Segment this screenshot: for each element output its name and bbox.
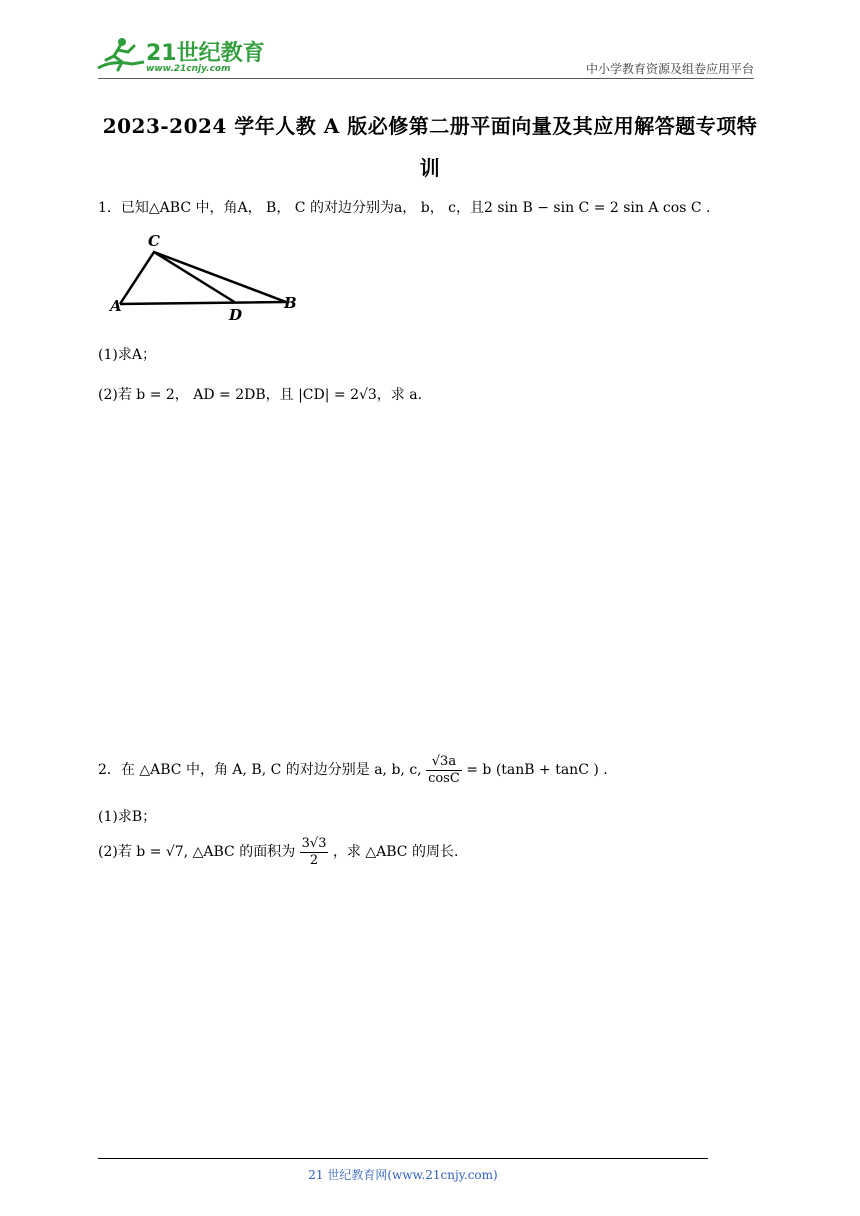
runner-logo-icon xyxy=(92,34,148,78)
label-a: A xyxy=(110,297,122,315)
header-platform-text: 中小学教育资源及组卷应用平台 xyxy=(585,62,754,76)
header-divider xyxy=(98,78,754,79)
area-denominator: 2 xyxy=(309,852,319,868)
fraction-numerator: √3a xyxy=(426,754,462,771)
question-2-stem-suffix: = b (tanB + tanC ) . xyxy=(466,762,608,779)
label-c: C xyxy=(148,232,160,250)
page-title-line2: 训 xyxy=(419,156,441,180)
logo-url: www.21cnjy.com xyxy=(146,64,231,74)
question-2-part2-prefix: (2)若 b = √7, △ABC 的面积为 xyxy=(98,844,296,861)
logo-text: 21世纪教育 xyxy=(146,41,265,66)
question-2-part1: (1)求B； xyxy=(98,809,157,825)
footer-divider xyxy=(98,1158,708,1159)
area-fraction xyxy=(300,836,329,868)
area-numerator: 3√3 xyxy=(301,836,327,851)
question-2-stem xyxy=(98,754,608,786)
page-title-line1: 2023-2024 学年人教 A 版必修第二册平面向量及其应用解答题专项特 xyxy=(102,114,758,138)
question-1-part2: (2)若 b = 2， AD = 2DB，且 |CD| = 2√3，求 a. xyxy=(98,387,423,403)
footer-link[interactable]: 21 世纪教育网(www.21cnjy.com) xyxy=(308,1168,498,1182)
triangle-figure xyxy=(108,230,308,330)
label-b: B xyxy=(284,294,297,312)
question-1-stem: 1．已知△ABC 中，角A， B， C 的对边分别为a， b， c，且2 sin B − sin C = 2 sin A cos C . xyxy=(98,200,711,216)
question-1-part1: (1)求A； xyxy=(98,347,156,363)
triangle-abc xyxy=(120,252,286,304)
question-2-fraction xyxy=(426,754,462,786)
question-2-part2-suffix: ，求 △ABC 的周长. xyxy=(332,844,459,861)
question-2-part2 xyxy=(98,836,458,868)
question-2-stem-prefix: 2．在 △ABC 中，角 A, B, C 的对边分别是 a, b, c, xyxy=(98,762,422,779)
label-d: D xyxy=(229,306,243,324)
fraction-denominator: cosC xyxy=(428,770,460,786)
